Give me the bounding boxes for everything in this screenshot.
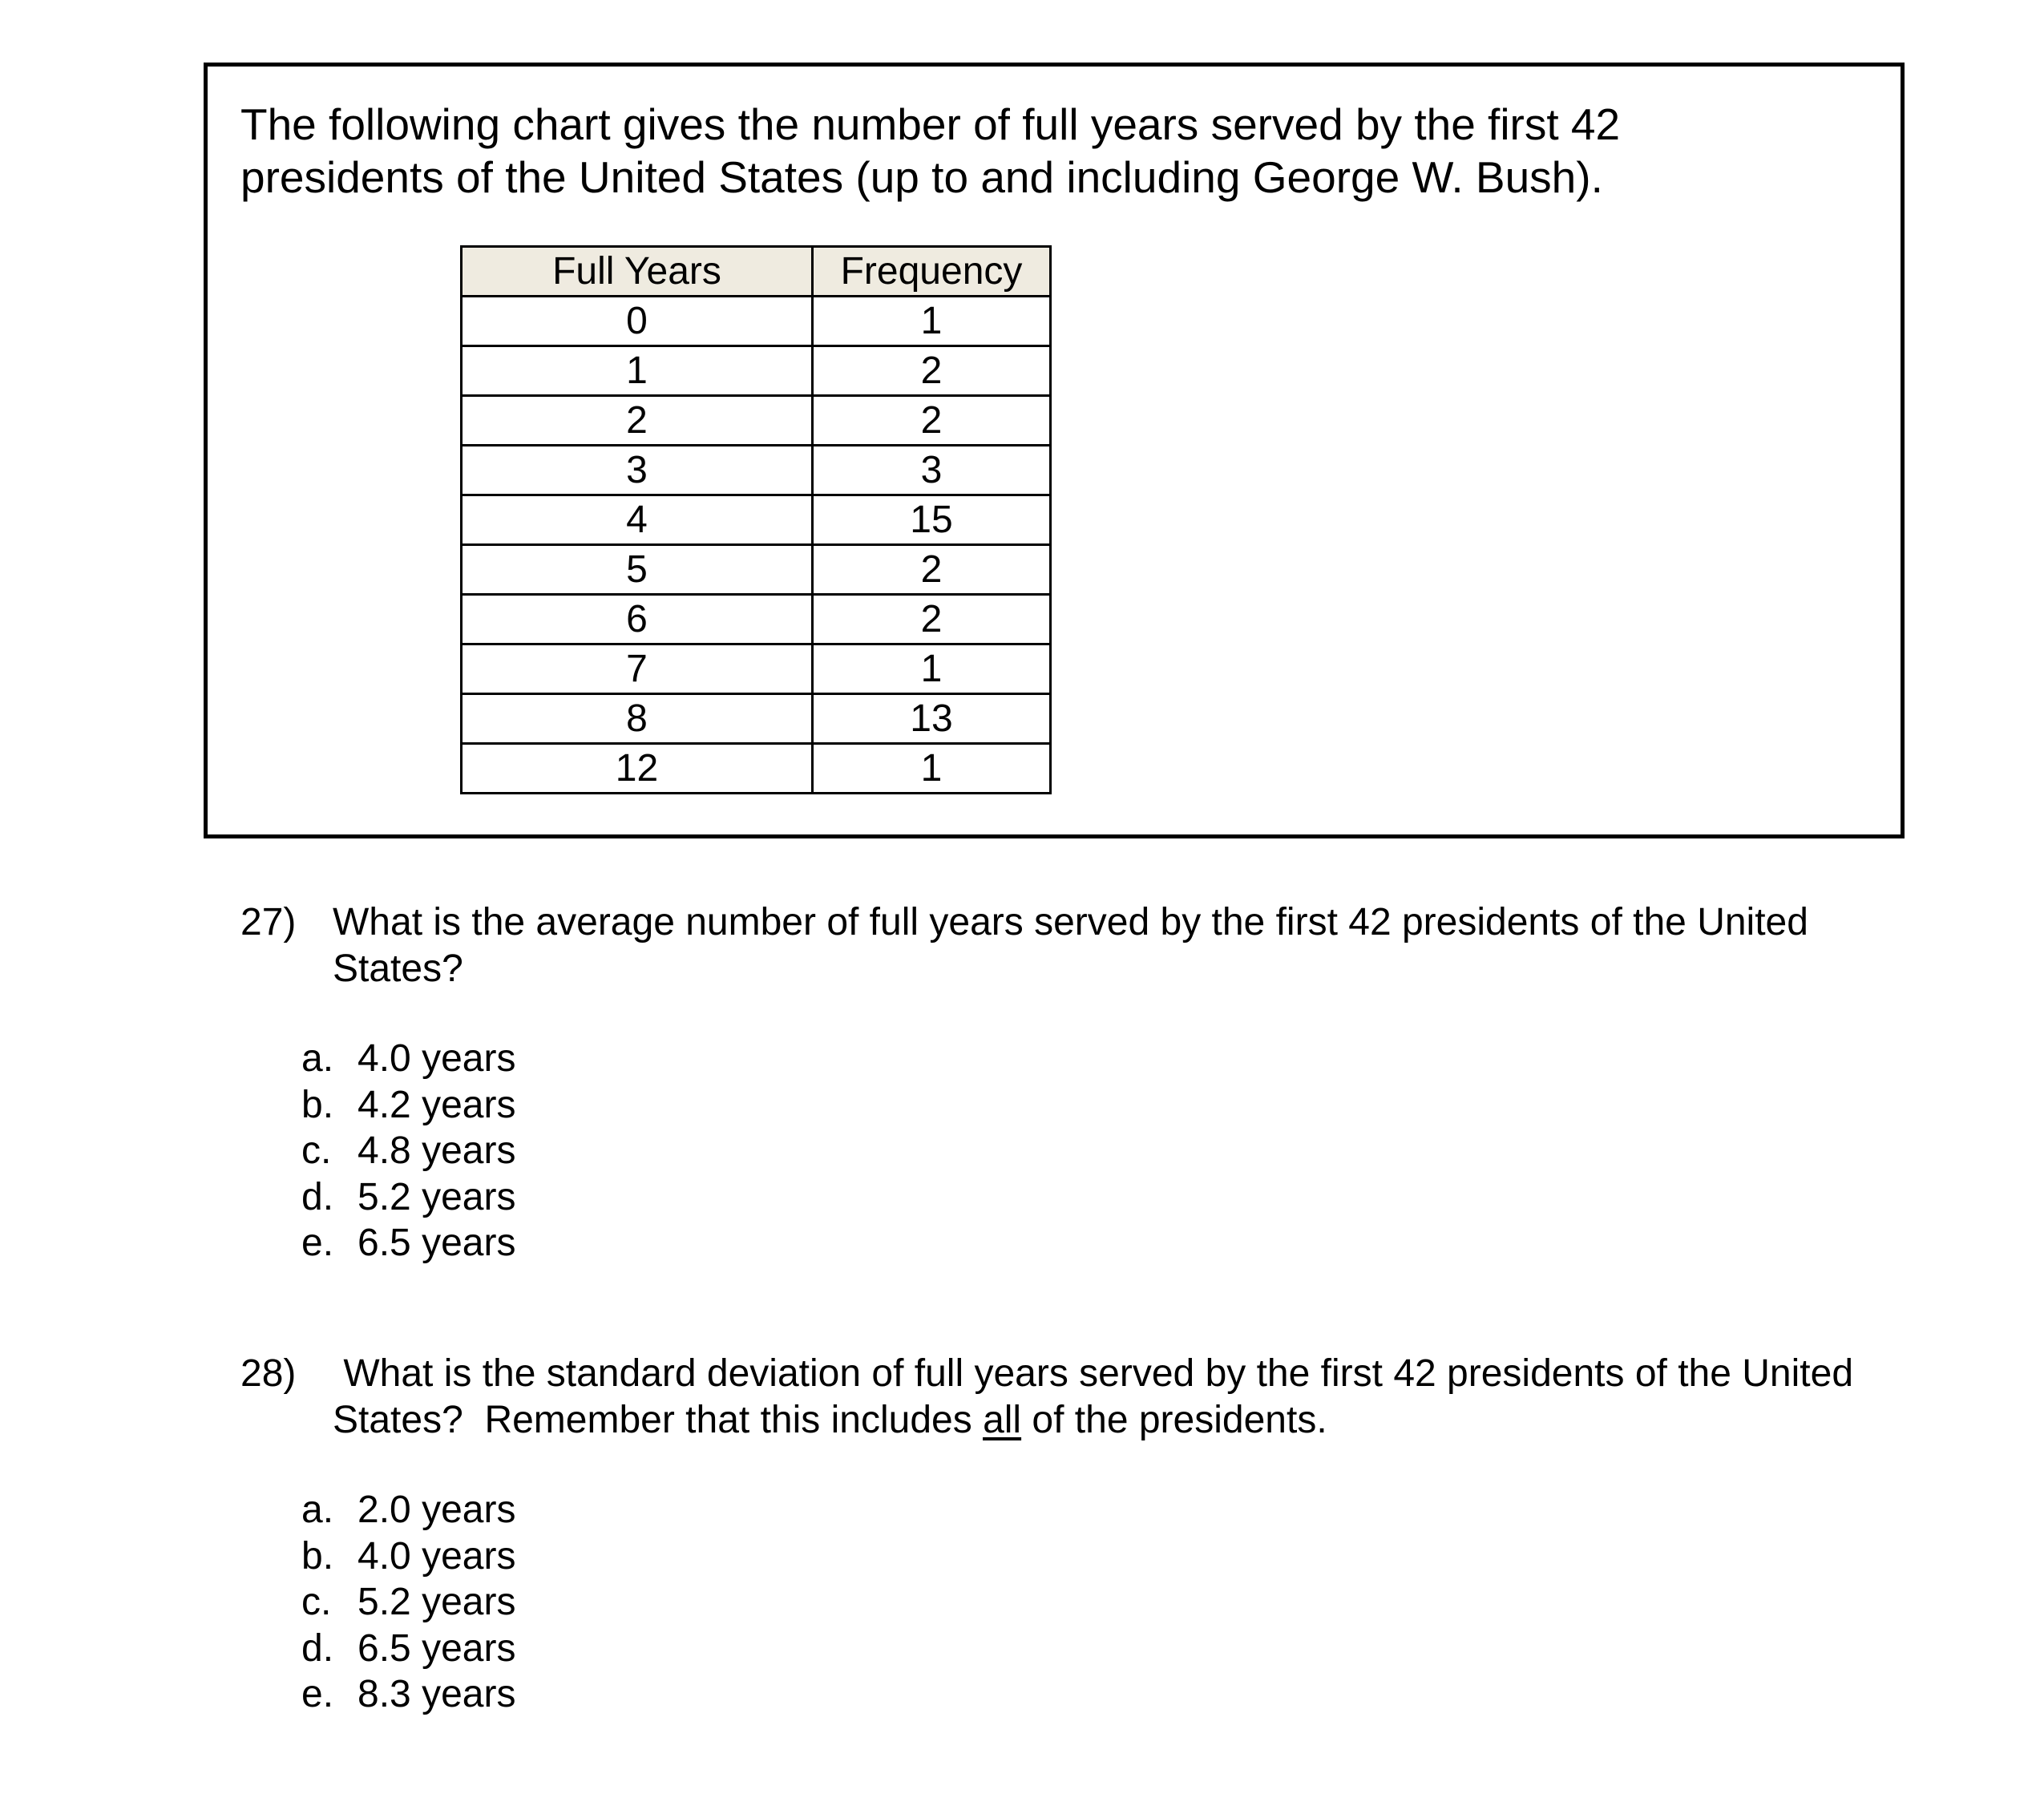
table-row (462, 644, 1051, 694)
choice-letter: e. (301, 1222, 334, 1264)
cell-frequency: 2 (813, 396, 1051, 446)
table-row (462, 346, 1051, 396)
cell-frequency: 2 (813, 545, 1051, 595)
choice-letter: a. (301, 1037, 334, 1080)
choice-text: 4.8 years (357, 1129, 516, 1172)
choice-text: 8.3 years (357, 1673, 516, 1715)
table-row (462, 396, 1051, 446)
cell-full-years: 8 (462, 694, 813, 744)
table-row (462, 545, 1051, 595)
cell-frequency: 13 (813, 694, 1051, 744)
choice-text: 4.0 years (357, 1037, 516, 1080)
answer-choice[interactable] (301, 1579, 515, 1626)
choice-text: 4.2 years (357, 1083, 516, 1126)
answer-choices-27 (301, 1036, 515, 1267)
cell-frequency: 2 (813, 595, 1051, 644)
question-text-main: What is the average number of full years served by the first 42 presidents of the United States? (333, 901, 1808, 990)
answer-choice[interactable] (301, 1036, 515, 1082)
table-row (462, 744, 1051, 794)
cell-full-years: 1 (462, 346, 813, 396)
cell-full-years: 12 (462, 744, 813, 794)
cell-frequency: 15 (813, 495, 1051, 545)
intro-text: The following chart gives the number of full years served by the first 42 presidents of the United States (up to and including George W. Bush). (240, 99, 1621, 202)
choice-text: 6.5 years (357, 1626, 516, 1670)
cell-full-years: 7 (462, 644, 813, 694)
answer-choices-28 (301, 1487, 515, 1718)
answer-choice[interactable] (301, 1533, 515, 1580)
choice-letter: c. (301, 1581, 332, 1623)
frequency-table (460, 245, 1052, 794)
choice-letter: b. (301, 1083, 334, 1126)
cell-full-years: 2 (462, 396, 813, 446)
column-header-frequency: Frequency (813, 247, 1051, 297)
answer-choice[interactable] (301, 1220, 515, 1267)
cell-frequency: 3 (813, 446, 1051, 495)
answer-choice[interactable] (301, 1487, 515, 1533)
cell-full-years: 0 (462, 297, 813, 346)
choice-letter: d. (301, 1175, 334, 1218)
choice-text: 5.2 years (357, 1175, 516, 1218)
question-text (333, 899, 1856, 992)
choice-text: 2.0 years (357, 1489, 516, 1531)
choice-letter: a. (301, 1489, 334, 1531)
answer-choice[interactable] (301, 1174, 515, 1221)
cell-full-years: 4 (462, 495, 813, 545)
question-text-main: What is the standard deviation of full years served by the first 42 presidents of the United States? Remember that this includes (333, 1352, 1864, 1441)
answer-choice[interactable] (301, 1082, 515, 1129)
choice-text: 5.2 years (357, 1581, 516, 1623)
cell-frequency: 1 (813, 297, 1051, 346)
cell-frequency: 1 (813, 644, 1051, 694)
table-row (462, 595, 1051, 644)
cell-full-years: 6 (462, 595, 813, 644)
table-row (462, 297, 1051, 346)
table-row (462, 495, 1051, 545)
table-row (462, 446, 1051, 495)
question-text (333, 1351, 1864, 1444)
cell-full-years: 5 (462, 545, 813, 595)
question-text-end: of the presidents. (1021, 1399, 1327, 1441)
answer-choice[interactable] (301, 1128, 515, 1174)
question-number: 28) (240, 1352, 297, 1395)
answer-choice[interactable] (301, 1671, 515, 1718)
cell-frequency: 1 (813, 744, 1051, 794)
choice-text: 6.5 years (357, 1222, 516, 1264)
question-number: 27) (240, 901, 297, 943)
choice-letter: e. (301, 1673, 334, 1715)
answer-choice[interactable] (301, 1626, 515, 1672)
table-row (462, 694, 1051, 744)
emphasis-underlined: all (983, 1399, 1022, 1441)
table-header-row (462, 247, 1051, 297)
cell-frequency: 2 (813, 346, 1051, 396)
choice-letter: c. (301, 1129, 332, 1172)
column-header-full-years: Full Years (462, 247, 813, 297)
cell-full-years: 3 (462, 446, 813, 495)
choice-letter: d. (301, 1626, 334, 1670)
choice-text: 4.0 years (357, 1534, 516, 1578)
choice-letter: b. (301, 1534, 334, 1578)
